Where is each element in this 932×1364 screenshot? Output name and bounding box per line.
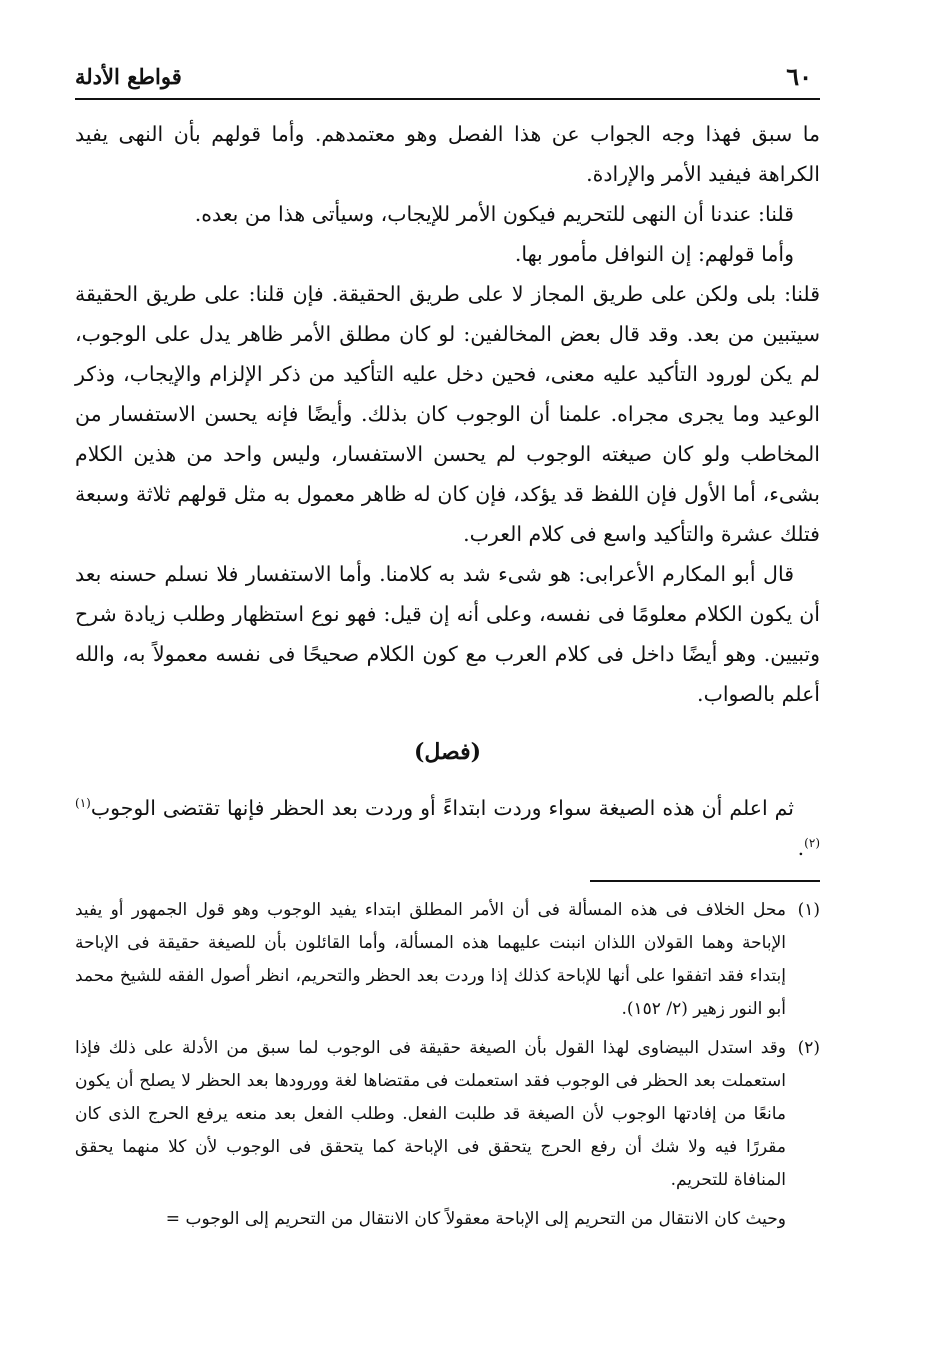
book-page [75,58,820,1236]
footnote-continuation: وحيث كان الانتقال من التحريم إلى الإباحة معقولاً كان الانتقال من التحريم إلى الوجوب = [165,1209,786,1229]
section-paragraph [75,788,820,868]
footnote-text: وقد استدل البيضاوى لهذا القول بأن الصيغة حقيقة فى الوجوب لما سبق من الأدلة على ذلك فإذا استعملت بعد الحظر فى الوجوب فقد استعملت فى مقتضاها لغة وورودها بعد الحظر لا يصلح أن يكون مانعًا من إفادتها الوجوب لأن الصيغة قد طلبت الفعل. وطلب الفعل بعد منعه يرفع الحرج الذى كان مقررًا فيه ولا شك أن رفع الحرج يتحقق فى الإباحة كما يتحقق فى الوجوب لأن كلا منهما يحقق المنافاة للتحريم. [75,1038,786,1190]
paragraph: ما سبق فهذا وجه الجواب عن هذا الفصل وهو معتمدهم. وأما قولهم بأن النهى يفيد الكراهة فيفيد الأمر والإرادة. [75,122,820,186]
footnote-2 [75,1032,820,1197]
footnote-separator [590,880,820,882]
paragraph: قلنا: بلى ولكن على طريق المجاز لا على طريق الحقيقة. فإن قلنا: على طريق الحقيقة سيتبين من بعد. وقد قال بعض المخالفين: لو كان مطلق الأمر ظاهر يدل على الوجوب، لم يكن لورود التأكيد عليه معنى، فحين دخل عليه التأكيد من ذكر الإلزام والإيجاب، وذكر الوعيد وما يجرى مجراه. علمنا أن الوجوب كان بذلك. وأيضًا فإنه يحسن الاستفسار من المخاطب ولو كان صيغته الوجوب لم يحسن الاستفسار، وليس واحد من هذين الكلام بشىء، أما الأول فإن اللفظ قد يؤكد، فإن كان له ظاهر معمول به مثل قولهم ثلاثة وسبعة فتلك عشرة والتأكيد واسع فى كلام العرب. [75,282,820,546]
page-header [75,58,820,100]
paragraph: قلنا: عندنا أن النهى للتحريم فيكون الأمر للإيجاب، وسيأتى هذا من بعده. [194,202,794,226]
main-text [75,114,820,868]
section-heading: (فصل) [413,739,482,765]
footnote-text: محل الخلاف فى هذه المسألة فى أن الأمر المطلق ابتداء يفيد الوجوب وهو قول الجمهور أو يفيد الإباحة وهما القولان اللذان انبنت عليهما هذه المسألة، وأما القائلون بأن للصيغة حقيقة فى الإباحة إبتداء فقد اتفقوا على أنها للإباحة كذلك إذا وردت بعد الحظر والتحريم، انظر أصول الفقه للشيخ محمد أبو النور زهير (٢/ ١٥٢). [75,900,786,1019]
paragraph: وأما قولهم: إن النوافل مأمور بها. [514,242,794,266]
footnote-1 [75,894,820,1026]
paragraph: قال أبو المكارم الأعرابى: هو شىء شد به كلامنا. وأما الاستفسار فلا نسلم حسنه بعد أن يكون الكلام معلومًا فى نفسه، وعلى أنه إن قيل: فهو نوع استظهار وطلب زيادة شرح وتبيين. وهو أيضًا داخل فى كلام العرب مع كون الكلام صحيحًا فى نفسه معمولاً به، والله أعلم بالصواب. [75,562,820,706]
running-title: قواطع الأدلة [75,64,182,89]
page-number: ٦٠ [786,62,812,91]
footnote-refs[interactable]: (١) (٢) [75,796,820,851]
footnotes [75,894,820,1236]
section-text: ثم اعلم أن هذه الصيغة سواء وردت ابتداءً أو وردت بعد الحظر فإنها تقتضى الوجوب [90,796,794,820]
footnote-marker: (١) [797,900,820,920]
footnote-marker: (٢) [797,1038,820,1058]
section-end: . [797,836,805,860]
